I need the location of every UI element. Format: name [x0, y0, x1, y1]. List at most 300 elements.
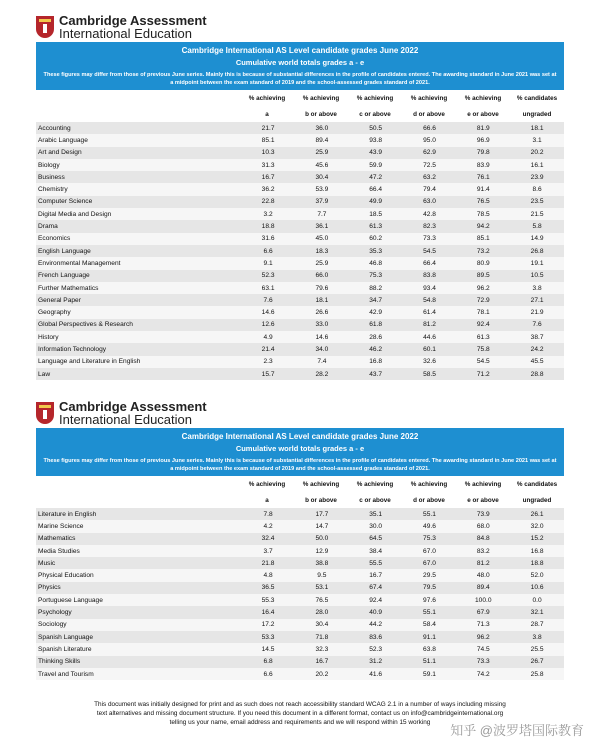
subject-name: Psychology — [36, 606, 241, 618]
grade-value: 67.4 — [349, 582, 403, 594]
grade-value: 23.9 — [510, 171, 564, 183]
grade-value: 26.6 — [295, 306, 349, 318]
grade-value: 42.8 — [403, 208, 457, 220]
grade-value: 72.5 — [403, 159, 457, 171]
grade-value: 16.8 — [349, 356, 403, 368]
grade-value: 29.5 — [403, 569, 457, 581]
grade-value: 96.2 — [456, 631, 510, 643]
grade-value: 38.7 — [510, 331, 564, 343]
grade-value: 63.0 — [403, 196, 457, 208]
grade-value: 47.2 — [349, 171, 403, 183]
subject-name: Business — [36, 171, 241, 183]
subject-name: General Paper — [36, 294, 241, 306]
grade-value: 20.2 — [295, 668, 349, 680]
subject-name: Drama — [36, 220, 241, 232]
grade-value: 64.5 — [349, 533, 403, 545]
grade-value: 37.9 — [295, 196, 349, 208]
banner-subtitle: Cumulative world totals grades a - e — [235, 58, 365, 67]
grade-value: 55.1 — [403, 508, 457, 520]
banner — [36, 428, 564, 476]
grade-value: 31.2 — [349, 656, 403, 668]
col-header: ungraded — [522, 496, 552, 504]
col-header: % achieving — [302, 94, 340, 102]
grade-value: 66.6 — [403, 122, 457, 134]
grade-value: 76.1 — [456, 171, 510, 183]
grade-value: 18.8 — [241, 220, 295, 232]
subject-name: History — [36, 331, 241, 343]
table-header — [36, 90, 564, 122]
grade-value: 36.1 — [295, 220, 349, 232]
col-header: % achieving — [248, 94, 286, 102]
grade-value: 38.8 — [295, 557, 349, 569]
grade-value: 67.0 — [403, 557, 457, 569]
grade-value: 55.5 — [349, 557, 403, 569]
grade-value: 59.1 — [403, 668, 457, 680]
grade-value: 92.4 — [456, 319, 510, 331]
grade-value: 36.0 — [295, 122, 349, 134]
grade-value: 0.0 — [510, 594, 564, 606]
grade-value: 79.5 — [403, 582, 457, 594]
grade-value: 27.1 — [510, 294, 564, 306]
table-row — [36, 619, 564, 631]
subject-name: Art and Design — [36, 147, 241, 159]
grade-value: 54.8 — [403, 294, 457, 306]
grade-value: 21.8 — [241, 557, 295, 569]
grade-value: 14.9 — [510, 233, 564, 245]
col-header: % achieving — [302, 480, 340, 488]
grade-value: 68.0 — [456, 520, 510, 532]
banner-title: Cambridge International AS Level candidate grades June 2022 — [181, 432, 419, 441]
table-row — [36, 159, 564, 171]
subject-name: Portuguese Language — [36, 594, 241, 606]
grade-value: 84.8 — [456, 533, 510, 545]
table-row — [36, 220, 564, 232]
grade-value: 25.5 — [510, 643, 564, 655]
grade-value: 53.3 — [241, 631, 295, 643]
grade-value: 28.2 — [295, 368, 349, 380]
col-header: % achieving — [464, 94, 502, 102]
grade-value: 18.3 — [295, 245, 349, 257]
grade-value: 32.6 — [403, 356, 457, 368]
table-row — [36, 306, 564, 318]
grade-value: 93.4 — [403, 282, 457, 294]
grade-value: 52.0 — [510, 569, 564, 581]
grade-value: 79.6 — [295, 282, 349, 294]
grade-value: 17.2 — [241, 619, 295, 631]
grade-value: 89.4 — [295, 134, 349, 146]
table-row — [36, 582, 564, 594]
grade-value: 48.0 — [456, 569, 510, 581]
table-row — [36, 594, 564, 606]
grade-value: 73.2 — [456, 245, 510, 257]
grade-value: 46.2 — [349, 343, 403, 355]
grade-value: 32.0 — [510, 520, 564, 532]
grade-value: 43.9 — [349, 147, 403, 159]
grade-value: 43.7 — [349, 368, 403, 380]
grade-value: 81.2 — [403, 319, 457, 331]
grade-value: 60.1 — [403, 343, 457, 355]
grade-value: 52.3 — [241, 270, 295, 282]
col-header: b or above — [305, 496, 337, 504]
table-row — [36, 134, 564, 146]
grade-value: 5.8 — [510, 220, 564, 232]
grade-value: 10.5 — [510, 270, 564, 282]
grade-value: 4.8 — [241, 569, 295, 581]
grade-value: 32.1 — [510, 606, 564, 618]
grade-value: 23.5 — [510, 196, 564, 208]
subject-name: Digital Media and Design — [36, 208, 241, 220]
grade-value: 81.9 — [456, 122, 510, 134]
grade-value: 55.1 — [403, 606, 457, 618]
subject-name: Economics — [36, 233, 241, 245]
grade-value: 71.8 — [295, 631, 349, 643]
grade-value: 74.2 — [456, 668, 510, 680]
table-row — [36, 356, 564, 368]
table-row — [36, 319, 564, 331]
subject-name: Geography — [36, 306, 241, 318]
table-row — [36, 533, 564, 545]
grade-value: 73.9 — [456, 508, 510, 520]
grade-value: 61.3 — [456, 331, 510, 343]
grade-value: 14.6 — [241, 306, 295, 318]
grade-value: 71.2 — [456, 368, 510, 380]
col-header: % achieving — [356, 94, 394, 102]
grade-value: 21.7 — [241, 122, 295, 134]
grade-value: 21.5 — [510, 208, 564, 220]
grade-value: 45.5 — [510, 356, 564, 368]
grade-value: 91.4 — [456, 183, 510, 195]
subject-name: Spanish Language — [36, 631, 241, 643]
grade-value: 36.2 — [241, 183, 295, 195]
col-header: % achieving — [464, 480, 502, 488]
grade-value: 7.8 — [241, 508, 295, 520]
subject-name: Environmental Management — [36, 257, 241, 269]
grades-table-2 — [36, 508, 564, 680]
table-row — [36, 331, 564, 343]
subject-name: Information Technology — [36, 343, 241, 355]
grade-value: 31.6 — [241, 233, 295, 245]
subject-name: Travel and Tourism — [36, 668, 241, 680]
banner-note: These figures may differ from those of previous June series. Mainly this is because of substantial differences in the profile of candidates entered. The awarding standard in June 2021 was set at a midpoint between the exam standard of 2019 and the school-assessed grades standard of 2021. — [43, 72, 557, 86]
table-row — [36, 183, 564, 195]
col-header: % achieving — [410, 480, 448, 488]
grade-value: 30.4 — [295, 171, 349, 183]
grade-value: 54.5 — [403, 245, 457, 257]
grade-value: 40.9 — [349, 606, 403, 618]
col-header: c or above — [359, 110, 391, 118]
col-header: a — [265, 496, 269, 504]
grade-value: 16.4 — [241, 606, 295, 618]
subject-name: Accounting — [36, 122, 241, 134]
grade-value: 96.9 — [456, 134, 510, 146]
grade-value: 16.7 — [295, 656, 349, 668]
logo — [36, 12, 564, 42]
table-row — [36, 557, 564, 569]
grade-value: 53.1 — [295, 582, 349, 594]
grade-value: 24.2 — [510, 343, 564, 355]
banner-subtitle: Cumulative world totals grades a - e — [235, 444, 365, 453]
grade-value: 71.3 — [456, 619, 510, 631]
col-header: % achieving — [248, 480, 286, 488]
grade-value: 89.5 — [456, 270, 510, 282]
cambridge-shield-icon — [36, 16, 54, 38]
grade-value: 31.3 — [241, 159, 295, 171]
col-header: b or above — [305, 110, 337, 118]
grade-value: 46.8 — [349, 257, 403, 269]
grade-value: 34.0 — [295, 343, 349, 355]
grade-value: 21.9 — [510, 306, 564, 318]
grade-value: 30.0 — [349, 520, 403, 532]
col-header: d or above — [413, 110, 445, 118]
grade-value: 14.5 — [241, 643, 295, 655]
table-row — [36, 569, 564, 581]
subject-name: Biology — [36, 159, 241, 171]
grade-value: 32.3 — [295, 643, 349, 655]
grade-value: 3.8 — [510, 282, 564, 294]
grade-value: 81.2 — [456, 557, 510, 569]
table-row — [36, 668, 564, 680]
subject-name: Media Studies — [36, 545, 241, 557]
grade-value: 58.5 — [403, 368, 457, 380]
grade-value: 20.2 — [510, 147, 564, 159]
table-row — [36, 606, 564, 618]
table-row — [36, 282, 564, 294]
grade-value: 30.4 — [295, 619, 349, 631]
subject-name: Further Mathematics — [36, 282, 241, 294]
col-header: % achieving — [356, 480, 394, 488]
table-row — [36, 545, 564, 557]
grade-value: 9.5 — [295, 569, 349, 581]
grade-value: 62.9 — [403, 147, 457, 159]
grade-value: 44.2 — [349, 619, 403, 631]
table-row — [36, 147, 564, 159]
grade-value: 76.5 — [456, 196, 510, 208]
grade-value: 52.3 — [349, 643, 403, 655]
grade-value: 50.5 — [349, 122, 403, 134]
grade-value: 66.0 — [295, 270, 349, 282]
table-row — [36, 656, 564, 668]
grade-value: 88.2 — [349, 282, 403, 294]
grade-value: 85.1 — [241, 134, 295, 146]
grade-value: 36.5 — [241, 582, 295, 594]
grade-value: 92.4 — [349, 594, 403, 606]
table-row — [36, 270, 564, 282]
table-row — [36, 294, 564, 306]
grade-value: 61.4 — [403, 306, 457, 318]
grade-value: 83.6 — [349, 631, 403, 643]
grades-table-1 — [36, 122, 564, 380]
subject-name: Arabic Language — [36, 134, 241, 146]
grade-value: 3.2 — [241, 208, 295, 220]
grade-value: 45.6 — [295, 159, 349, 171]
grade-value: 100.0 — [456, 594, 510, 606]
grade-value: 34.7 — [349, 294, 403, 306]
grade-value: 32.4 — [241, 533, 295, 545]
grade-value: 79.8 — [456, 147, 510, 159]
table-row — [36, 245, 564, 257]
subject-name: English Language — [36, 245, 241, 257]
col-header: % candidates — [516, 480, 558, 488]
grade-value: 63.8 — [403, 643, 457, 655]
table-row — [36, 196, 564, 208]
table-row — [36, 343, 564, 355]
grade-value: 26.7 — [510, 656, 564, 668]
grade-value: 18.1 — [510, 122, 564, 134]
grade-value: 16.7 — [241, 171, 295, 183]
grade-value: 4.2 — [241, 520, 295, 532]
grade-value: 14.7 — [295, 520, 349, 532]
grade-value: 3.8 — [510, 631, 564, 643]
table-row — [36, 368, 564, 380]
logo-line1: Cambridge Assessment — [59, 399, 207, 414]
grade-value: 8.6 — [510, 183, 564, 195]
grade-value: 91.1 — [403, 631, 457, 643]
subject-name: Thinking Skills — [36, 656, 241, 668]
grade-value: 18.8 — [510, 557, 564, 569]
col-header: a — [265, 110, 269, 118]
grade-value: 66.4 — [349, 183, 403, 195]
grade-value: 45.0 — [295, 233, 349, 245]
table-row — [36, 508, 564, 520]
subject-name: Law — [36, 368, 241, 380]
grade-value: 7.6 — [510, 319, 564, 331]
grade-value: 89.4 — [456, 582, 510, 594]
grade-value: 78.5 — [456, 208, 510, 220]
subject-name: Physics — [36, 582, 241, 594]
col-header: c or above — [359, 496, 391, 504]
subject-name: Literature in English — [36, 508, 241, 520]
grade-value: 67.0 — [403, 545, 457, 557]
col-header: e or above — [467, 110, 499, 118]
grade-value: 42.9 — [349, 306, 403, 318]
col-header: d or above — [413, 496, 445, 504]
subject-name: French Language — [36, 270, 241, 282]
grade-value: 94.2 — [456, 220, 510, 232]
grade-value: 67.9 — [456, 606, 510, 618]
banner-note: These figures may differ from those of previous June series. Mainly this is because of substantial differences in the profile of candidates entered. The awarding standard in June 2021 was set at a midpoint between the exam standard of 2019 and the school-assessed grades standard of 2021. — [43, 458, 557, 472]
grade-value: 75.3 — [403, 533, 457, 545]
grade-value: 60.2 — [349, 233, 403, 245]
grade-value: 80.9 — [456, 257, 510, 269]
grade-value: 51.1 — [403, 656, 457, 668]
grade-value: 3.7 — [241, 545, 295, 557]
table-row — [36, 171, 564, 183]
table-row — [36, 208, 564, 220]
table-row — [36, 631, 564, 643]
grade-value: 63.2 — [403, 171, 457, 183]
grade-value: 78.1 — [456, 306, 510, 318]
grade-value: 61.3 — [349, 220, 403, 232]
logo-line2: International Education — [59, 26, 192, 41]
grade-value: 49.6 — [403, 520, 457, 532]
grade-value: 76.5 — [295, 594, 349, 606]
grade-value: 35.3 — [349, 245, 403, 257]
grade-value: 75.8 — [456, 343, 510, 355]
footer-line: This document was initially designed for print and as such does not reach accessibility standard WCAG 2.1 in a number of ways including missing — [94, 701, 506, 708]
grade-value: 54.5 — [456, 356, 510, 368]
table-row — [36, 233, 564, 245]
grade-value: 17.7 — [295, 508, 349, 520]
logo-line1: Cambridge Assessment — [59, 13, 207, 28]
page-section-2 — [36, 398, 564, 680]
cambridge-shield-icon — [36, 402, 54, 424]
grade-value: 55.3 — [241, 594, 295, 606]
banner-title: Cambridge International AS Level candidate grades June 2022 — [181, 46, 419, 55]
subject-name: Marine Science — [36, 520, 241, 532]
subject-name: Chemistry — [36, 183, 241, 195]
grade-value: 97.6 — [403, 594, 457, 606]
table-header — [36, 476, 564, 508]
grade-value: 35.1 — [349, 508, 403, 520]
grade-value: 28.0 — [295, 606, 349, 618]
grade-value: 16.7 — [349, 569, 403, 581]
grade-value: 10.6 — [510, 582, 564, 594]
grade-value: 26.1 — [510, 508, 564, 520]
grade-value: 16.1 — [510, 159, 564, 171]
col-header: % achieving — [410, 94, 448, 102]
grade-value: 6.8 — [241, 656, 295, 668]
grade-value: 18.5 — [349, 208, 403, 220]
col-header: e or above — [467, 496, 499, 504]
grade-value: 59.9 — [349, 159, 403, 171]
grade-value: 44.6 — [403, 331, 457, 343]
grade-value: 7.6 — [241, 294, 295, 306]
grade-value: 72.9 — [456, 294, 510, 306]
logo-line2: International Education — [59, 412, 192, 427]
grade-value: 2.3 — [241, 356, 295, 368]
grade-value: 12.6 — [241, 319, 295, 331]
subject-name: Language and Literature in English — [36, 356, 241, 368]
subject-name: Computer Science — [36, 196, 241, 208]
grade-value: 79.4 — [403, 183, 457, 195]
table-row — [36, 520, 564, 532]
subject-name: Sociology — [36, 619, 241, 631]
footer-line: telling us your name, email address and requirements and we will respond within 15 working — [169, 719, 431, 726]
grade-value: 50.0 — [295, 533, 349, 545]
grade-value: 12.9 — [295, 545, 349, 557]
grade-value: 15.2 — [510, 533, 564, 545]
grade-value: 9.1 — [241, 257, 295, 269]
grade-value: 83.2 — [456, 545, 510, 557]
table-row — [36, 122, 564, 134]
grade-value: 26.8 — [510, 245, 564, 257]
grade-value: 10.3 — [241, 147, 295, 159]
grade-value: 15.7 — [241, 368, 295, 380]
grade-value: 25.8 — [510, 668, 564, 680]
grade-value: 25.9 — [295, 147, 349, 159]
grade-value: 6.6 — [241, 245, 295, 257]
table-row — [36, 643, 564, 655]
grade-value: 28.7 — [510, 619, 564, 631]
grade-value: 18.1 — [295, 294, 349, 306]
col-header: ungraded — [522, 110, 552, 118]
grade-value: 82.3 — [403, 220, 457, 232]
table-row — [36, 257, 564, 269]
grade-value: 21.4 — [241, 343, 295, 355]
grade-value: 53.9 — [295, 183, 349, 195]
grade-value: 25.9 — [295, 257, 349, 269]
grade-value: 6.6 — [241, 668, 295, 680]
grade-value: 83.9 — [456, 159, 510, 171]
grade-value: 74.5 — [456, 643, 510, 655]
grade-value: 14.6 — [295, 331, 349, 343]
grade-value: 73.3 — [403, 233, 457, 245]
grade-value: 61.8 — [349, 319, 403, 331]
grade-value: 4.9 — [241, 331, 295, 343]
grade-value: 93.8 — [349, 134, 403, 146]
grade-value: 49.9 — [349, 196, 403, 208]
grade-value: 83.8 — [403, 270, 457, 282]
